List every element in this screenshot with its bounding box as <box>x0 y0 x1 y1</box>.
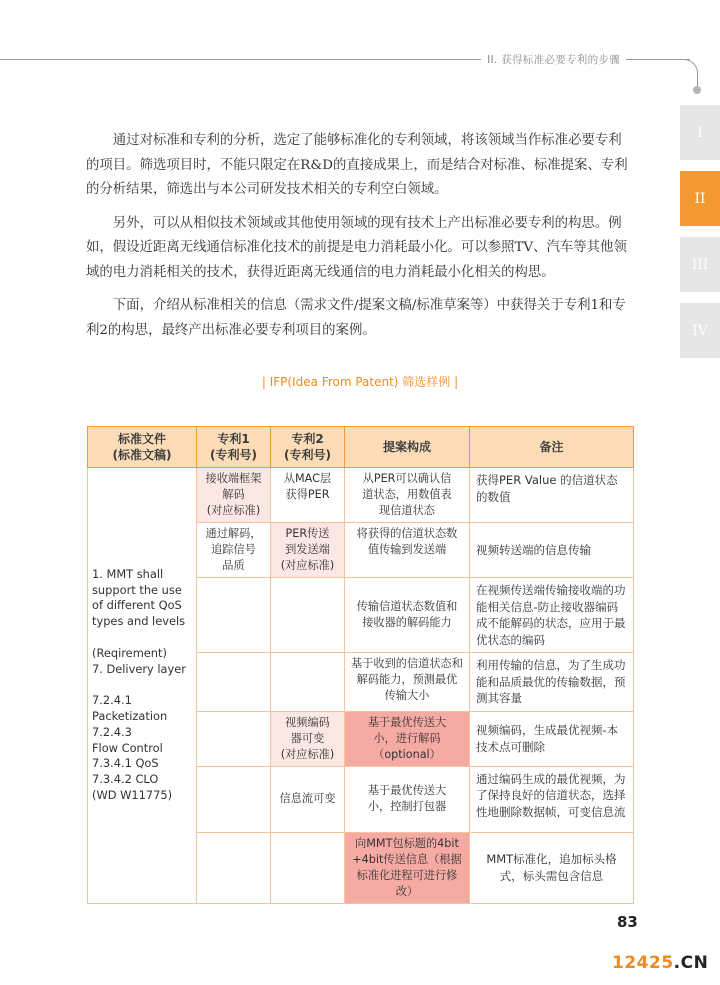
patent2-cell <box>271 653 345 712</box>
chapter-tab-2[interactable]: II <box>680 171 720 226</box>
header-patent-1: 专利1 (专利号) <box>197 427 271 468</box>
note-cell: 在视频传送端传输接收端的功能相关信息-防止接收器编码成不能解码的状态，应用于最优状态的编码 <box>470 578 634 653</box>
header-note: 备注 <box>470 427 634 468</box>
paragraph-3: 下面，介绍从标准相关的信息（需求文件/提案文稿/标准草案等）中获得关于专利1和专利2的构思，最终产出标准必要专利项目的案例。 <box>86 298 626 338</box>
patent1-cell <box>197 766 271 832</box>
note-cell: 利用传输的信息，为了生成功能和品质最优的传输数据，预测其容量 <box>470 653 634 712</box>
header-dot-icon <box>693 86 701 94</box>
patent2-cell: PER传送 到发送端 (对应标准) <box>271 523 345 578</box>
patent1-cell <box>197 578 271 653</box>
note-cell: 获得PER Value 的信道状态的数值 <box>470 468 634 523</box>
patent1-cell <box>197 711 271 766</box>
body-text <box>86 129 634 352</box>
table-caption: | IFP(Idea From Patent) 筛选样例 | <box>261 375 459 389</box>
standard-doc-cell: 1. MMT shall support the use of different QoS types and levels (Reqirement) 7. Delivery layer 7.2.4.1 Packetization 7.2.4.3 Flow Control 7.3.4.1 QoS 7.3.4.2 CLO (WD W11775) <box>88 468 197 904</box>
header-patent-2: 专利2 (专利号) <box>271 427 345 468</box>
note-cell: 通过编码生成的最优视频，为了保持良好的信道状态，选择性地删除数据帧，可变信息流 <box>470 766 634 832</box>
patent1-cell <box>197 653 271 712</box>
chapter-tab-3[interactable]: III <box>680 237 720 292</box>
patent1-cell <box>197 832 271 903</box>
proposal-cell: 向MMT包标题的4bit +4bit传送信息（根据 标准化进程可进行修 改） <box>345 832 470 903</box>
header-rule-corner <box>672 59 698 89</box>
note-cell: 视频编码，生成最优视频-本技术点可删除 <box>470 711 634 766</box>
proposal-cell: 基于最优传送大 小，控制打包器 <box>345 766 470 832</box>
watermark-main: 12425 <box>612 953 674 973</box>
patent2-cell <box>271 832 345 903</box>
patent2-cell: 信息流可变 <box>271 766 345 832</box>
ifp-table <box>87 426 634 904</box>
paragraph-1: 通过对标准和专利的分析，选定了能够标准化的专利领域，将该领域当作标准必要专利的项目。筛选项目时，不能只限定在R&D的直接成果上，而是结合对标准、标准提案、专利的分析结果，筛选出与本公司研发技术相关的专利空白领域。 <box>86 133 628 197</box>
running-header-title: II. 获得标准必要专利的步骤 <box>481 52 626 67</box>
patent1-cell: 通过解码， 追踪信号 品质 <box>197 523 271 578</box>
note-cell: MMT标准化，追加标头格 式，标头需包含信息 <box>470 832 634 903</box>
patent2-cell: 从MAC层 获得PER <box>271 468 345 523</box>
table-header-row <box>88 427 634 468</box>
paragraph-2: 另外，可以从相似技术领域或其他使用领域的现有技术上产出标准必要专利的构思。例如，假设近距离无线通信标准化技术的前提是电力消耗最小化。可以参照TV、汽车等其他领域的电力消耗相关的技术，获得近距离无线通信的电力消耗最小化相关的构思。 <box>86 215 627 280</box>
note-cell: 视频转送端的信息传输 <box>470 523 634 578</box>
header-proposal: 提案构成 <box>345 427 470 468</box>
patent1-cell: 接收端框架 解码 (对应标准) <box>197 468 271 523</box>
chapter-tab-1[interactable]: I <box>680 105 720 160</box>
proposal-cell: 基于收到的信道状态和 解码能力，预测最优 传输大小 <box>345 653 470 712</box>
table-row <box>88 468 634 523</box>
patent2-cell <box>271 578 345 653</box>
header-standard-doc: 标准文件 (标准文稿) <box>88 427 197 468</box>
proposal-cell: 从PER可以确认信 道状态，用数值表 现信道状态 <box>345 468 470 523</box>
chapter-tab-4[interactable]: IV <box>680 303 720 358</box>
watermark-suffix: .CN <box>673 953 709 973</box>
site-watermark <box>612 953 708 973</box>
page-number: 83 <box>617 913 638 931</box>
proposal-cell: 将获得的信道状态数 值传输到发送端 <box>345 523 470 578</box>
proposal-cell: 基于最优传送大 小，进行解码 （optional） <box>345 711 470 766</box>
patent2-cell: 视频编码 器可变 (对应标准) <box>271 711 345 766</box>
proposal-cell: 传输信道状态数值和 接收器的解码能力 <box>345 578 470 653</box>
